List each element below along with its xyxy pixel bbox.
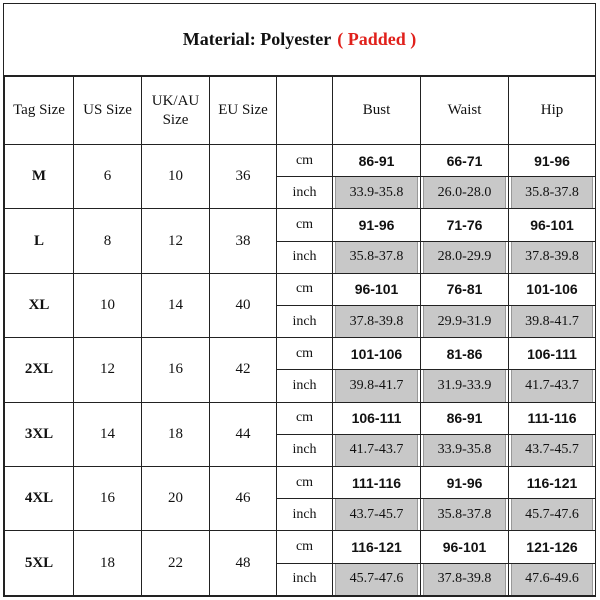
bust-inch-value: 43.7-45.7 [335,498,418,531]
hip-cm-cell: 91-96 [509,145,596,177]
table-row-cm [5,209,596,241]
unit-cm-cell: cm [277,467,333,499]
unit-cm-cell: cm [277,209,333,241]
hip-inch-cell [509,370,596,402]
waist-inch-cell [421,241,509,273]
header-uk-au-size [142,77,210,145]
bust-cm-cell: 86-91 [333,145,421,177]
waist-cm-cell: 71-76 [421,209,509,241]
header-row [5,77,596,145]
hip-inch-value: 37.8-39.8 [511,241,593,274]
eu-size-cell: 46 [210,467,277,531]
bust-inch-cell [333,563,421,595]
us-size-cell: 8 [74,209,142,273]
bust-inch-value: 37.8-39.8 [335,305,418,338]
hip-cm-cell: 121-126 [509,531,596,563]
bust-inch-value: 45.7-47.6 [335,563,418,596]
waist-inch-cell [421,177,509,209]
uk-au-size-cell: 18 [142,402,210,466]
unit-cm-cell: cm [277,402,333,434]
header-eu-size: EU Size [210,77,277,145]
waist-inch-value: 37.8-39.8 [423,563,506,596]
title-text: Material: Polyester [182,29,332,49]
waist-cm-cell: 81-86 [421,338,509,370]
us-size-cell: 10 [74,273,142,337]
table-row-cm [5,273,596,305]
hip-cm-cell: 116-121 [509,467,596,499]
tag-size-cell: L [5,209,74,273]
hip-inch-value: 35.8-37.8 [511,176,593,209]
bust-inch-cell [333,241,421,273]
eu-size-cell: 38 [210,209,277,273]
unit-inch-cell: inch [277,434,333,466]
waist-cm-cell: 86-91 [421,402,509,434]
waist-inch-value: 29.9-31.9 [423,305,506,338]
bust-inch-cell [333,306,421,338]
bust-cm-cell: 116-121 [333,531,421,563]
unit-inch-cell: inch [277,499,333,531]
waist-inch-cell [421,306,509,338]
unit-inch-cell: inch [277,370,333,402]
header-us-size: US Size [74,77,142,145]
waist-inch-value: 28.0-29.9 [423,241,506,274]
header-uk-au-line2: Size [162,111,189,128]
hip-inch-cell [509,306,596,338]
chart-title [4,4,595,76]
table-row-cm [5,145,596,177]
bust-inch-value: 39.8-41.7 [335,369,418,402]
unit-cm-cell: cm [277,531,333,563]
hip-inch-value: 47.6-49.6 [511,563,593,596]
hip-cm-cell: 96-101 [509,209,596,241]
bust-cm-cell: 101-106 [333,338,421,370]
header-bust: Bust [333,77,421,145]
waist-inch-value: 31.9-33.9 [423,369,506,402]
bust-inch-cell [333,434,421,466]
us-size-cell: 16 [74,467,142,531]
bust-cm-cell: 91-96 [333,209,421,241]
waist-cm-cell: 96-101 [421,531,509,563]
unit-cm-cell: cm [277,338,333,370]
hip-cm-cell: 101-106 [509,273,596,305]
bust-inch-value: 35.8-37.8 [335,241,418,274]
waist-inch-cell [421,370,509,402]
table-row-cm [5,338,596,370]
table-row-cm [5,402,596,434]
hip-inch-cell [509,177,596,209]
waist-cm-cell: 66-71 [421,145,509,177]
eu-size-cell: 36 [210,145,277,209]
header-waist: Waist [421,77,509,145]
bust-inch-cell [333,177,421,209]
waist-inch-cell [421,499,509,531]
hip-inch-value: 41.7-43.7 [511,369,593,402]
bust-inch-cell [333,499,421,531]
us-size-cell: 12 [74,338,142,402]
unit-cm-cell: cm [277,145,333,177]
tag-size-cell: XL [5,273,74,337]
uk-au-size-cell: 14 [142,273,210,337]
hip-inch-cell [509,241,596,273]
eu-size-cell: 44 [210,402,277,466]
tag-size-cell: 5XL [5,531,74,596]
bust-inch-value: 41.7-43.7 [335,434,418,467]
hip-cm-cell: 111-116 [509,402,596,434]
waist-inch-cell [421,434,509,466]
hip-inch-value: 45.7-47.6 [511,498,593,531]
tag-size-cell: 2XL [5,338,74,402]
waist-cm-cell: 76-81 [421,273,509,305]
table-body [5,145,596,596]
bust-cm-cell: 111-116 [333,467,421,499]
hip-cm-cell: 106-111 [509,338,596,370]
us-size-cell: 18 [74,531,142,596]
unit-inch-cell: inch [277,177,333,209]
uk-au-size-cell: 16 [142,338,210,402]
waist-inch-value: 33.9-35.8 [423,434,506,467]
hip-inch-value: 43.7-45.7 [511,434,593,467]
eu-size-cell: 48 [210,531,277,596]
header-tag-size: Tag Size [5,77,74,145]
unit-inch-cell: inch [277,306,333,338]
unit-inch-cell: inch [277,563,333,595]
uk-au-size-cell: 10 [142,145,210,209]
header-unit [277,77,333,145]
hip-inch-cell [509,434,596,466]
bust-inch-cell [333,370,421,402]
us-size-cell: 14 [74,402,142,466]
bust-cm-cell: 106-111 [333,402,421,434]
eu-size-cell: 42 [210,338,277,402]
waist-cm-cell: 91-96 [421,467,509,499]
uk-au-size-cell: 22 [142,531,210,596]
bust-inch-value: 33.9-35.8 [335,176,418,209]
uk-au-size-cell: 20 [142,467,210,531]
unit-inch-cell: inch [277,241,333,273]
header-hip: Hip [509,77,596,145]
uk-au-size-cell: 12 [142,209,210,273]
table-row-cm [5,467,596,499]
hip-inch-cell [509,563,596,595]
waist-inch-value: 35.8-37.8 [423,498,506,531]
hip-inch-value: 39.8-41.7 [511,305,593,338]
bust-cm-cell: 96-101 [333,273,421,305]
title-accent: ( Padded ) [337,29,417,49]
tag-size-cell: 4XL [5,467,74,531]
hip-inch-cell [509,499,596,531]
header-uk-au-line1: UK/AU [151,92,200,109]
waist-inch-cell [421,563,509,595]
size-table [4,76,596,596]
size-chart [3,3,596,597]
waist-inch-value: 26.0-28.0 [423,176,506,209]
table-row-cm [5,531,596,563]
eu-size-cell: 40 [210,273,277,337]
unit-cm-cell: cm [277,273,333,305]
tag-size-cell: 3XL [5,402,74,466]
us-size-cell: 6 [74,145,142,209]
tag-size-cell: M [5,145,74,209]
